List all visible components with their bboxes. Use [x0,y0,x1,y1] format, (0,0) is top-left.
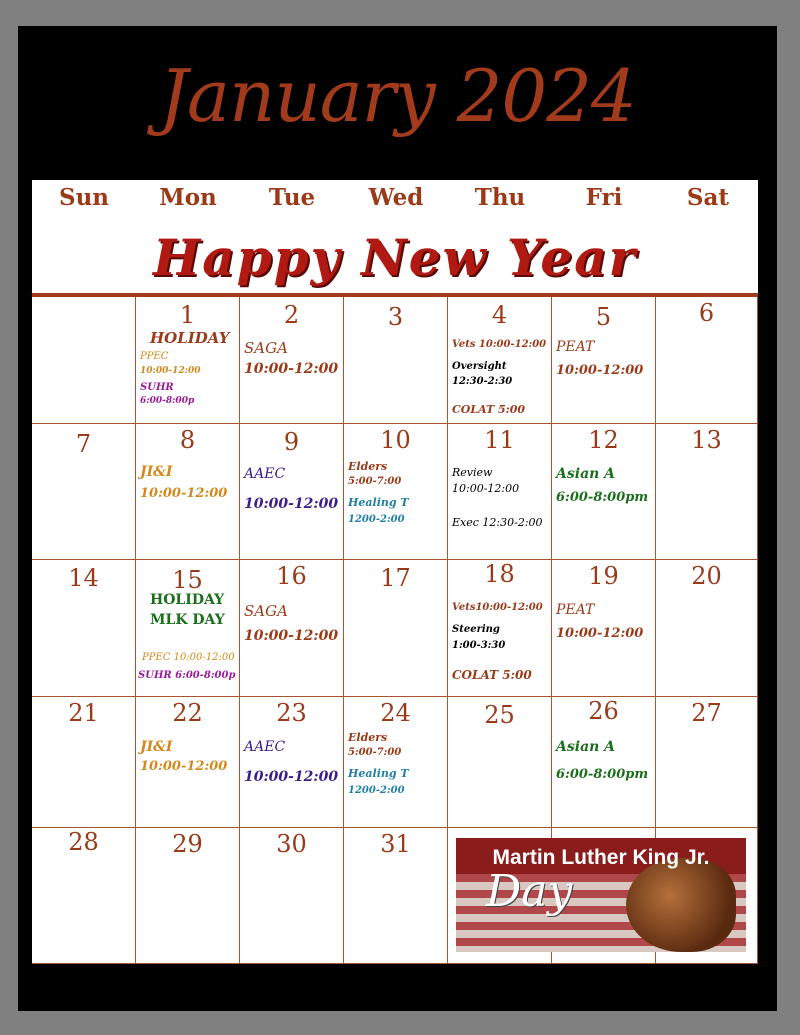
event-label: Oversight [452,361,507,372]
day-number: 5 [595,303,612,331]
event-time: 1200-2:00 [348,785,405,796]
event-time: 5:00-7:00 [348,747,402,758]
day-cell-29 [136,828,240,964]
day-number: 15 [172,566,203,594]
day-number: 1 [179,301,196,329]
event-label: Elders [348,731,388,744]
calendar-page [18,26,777,1011]
weekday-fri: Fri [585,184,623,211]
day-cell-31 [344,828,448,964]
day-number: 7 [75,430,92,458]
day-number: 6 [698,299,715,327]
day-cell-28 [32,828,136,964]
day-cell-1 [136,297,240,424]
event-time: 10:00-12:00 [244,361,339,377]
day-cell-26 [552,697,656,828]
event-label: COLAT 5:00 [452,668,532,682]
event-time: 10:00-12:00 [556,626,644,641]
event-time: 5:00-7:00 [348,476,402,487]
weekday-sat: Sat [686,184,730,211]
day-cell-11 [448,424,552,560]
day-number: 17 [380,564,411,592]
mlk-image-script: Day [486,866,573,917]
day-cell-8 [136,424,240,560]
event-label: Elders [348,460,388,473]
day-number: 11 [484,426,515,454]
event-time: 12:30-2:30 [452,376,513,387]
calendar-title: January 2024 [159,54,636,138]
day-cell-2 [240,297,344,424]
event-label: Vets10:00-12:00 [452,602,543,613]
event-time: 10:00-12:00 [556,363,644,378]
event-label: PPEC 10:00-12:00 [142,652,235,663]
day-cell-7 [32,424,136,560]
day-cell-13 [656,424,758,560]
day-cell-22 [136,697,240,828]
day-cell-25 [448,697,552,828]
weekday-mon: Mon [159,184,217,211]
day-number: 13 [691,426,722,454]
mlk-portrait [626,858,736,952]
day-number: 12 [588,426,619,454]
event-label: PEAT [556,339,595,355]
day-cell-14 [32,560,136,697]
happy-new-year-banner: Happy New Year [153,228,637,287]
day-number: 21 [68,699,99,727]
event-label: MLK DAY [150,612,225,628]
day-number: 8 [179,426,196,454]
day-number: 9 [283,428,300,456]
day-number: 29 [172,830,203,858]
day-number: 30 [276,830,307,858]
event-label: Vets 10:00-12:00 [452,339,547,350]
event-label: PPEC [140,351,169,362]
day-number: 28 [68,828,99,856]
day-cell-17 [344,560,448,697]
event-label: AAEC [244,466,286,482]
event-label: Healing T [348,496,409,509]
day-number: 22 [172,699,203,727]
event-label: SUHR 6:00-8:00p [138,670,236,681]
day-cell-16 [240,560,344,697]
event-label: Exec 12:30-2:00 [452,516,543,529]
weekday-wed: Wed [368,184,424,211]
day-cell-4 [448,297,552,424]
event-label: SAGA [244,602,288,620]
event-label: HOLIDAY [150,329,230,347]
day-cell-21 [32,697,136,828]
day-number: 4 [491,301,508,329]
event-label: Review [452,466,493,479]
event-label: Steering [452,624,500,635]
day-cell-6 [656,297,758,424]
event-label: PEAT [556,602,595,618]
event-time: 6:00-8:00p [140,396,195,406]
event-time: 1:00-3:30 [452,640,506,651]
day-number: 2 [283,301,300,329]
event-label: SUHR [140,382,174,393]
day-number: 24 [380,699,411,727]
event-time: 10:00-12:00 [140,366,201,376]
day-cell-15 [136,560,240,697]
event-time: 10:00-12:00 [140,486,228,501]
event-label: SAGA [244,339,288,357]
day-cell-24 [344,697,448,828]
day-cell-3 [344,297,448,424]
day-cell-12 [552,424,656,560]
calendar-header [32,180,758,296]
event-label: AAEC [244,739,286,755]
day-cell-10 [344,424,448,560]
mlk-image-title: Martin Luther King Jr. [492,846,710,869]
event-time: 10:00-12:00 [244,769,339,785]
day-number: 18 [484,560,515,588]
event-time: 10:00-12:00 [244,496,339,512]
mlk-day-image [456,838,746,952]
weekday-sun: Sun [58,184,110,211]
day-number: 14 [68,564,99,592]
calendar [32,180,758,964]
day-number: 25 [484,701,515,729]
event-label: Healing T [348,767,409,780]
event-label: Asian A [556,739,616,755]
day-number: 20 [691,562,722,590]
event-time: 6:00-8:00pm [556,767,649,782]
day-number: 10 [380,426,411,454]
event-label: JI&I [140,739,173,755]
day-number: 16 [276,562,307,590]
event-time: 10:00-12:00 [140,759,228,774]
event-label: COLAT 5:00 [452,403,526,416]
day-cell-18 [448,560,552,697]
calendar-grid [32,297,758,964]
day-number: 27 [691,699,722,727]
event-time: 10:00-12:00 [452,482,520,495]
day-number: 26 [588,697,619,725]
weekday-tue: Tue [268,184,316,211]
event-label: JI&I [140,464,173,480]
event-time: 6:00-8:00pm [556,490,649,505]
day-cell-19 [552,560,656,697]
event-label: Asian A [556,466,616,482]
day-cell-30 [240,828,344,964]
day-number: 3 [387,303,404,331]
day-cell-9 [240,424,344,560]
weekday-thu: Thu [474,184,526,211]
day-cell-5 [552,297,656,424]
day-number: 23 [276,699,307,727]
event-time: 10:00-12:00 [244,628,339,644]
event-label: HOLIDAY [150,592,225,608]
day-cell-empty [32,297,136,424]
day-cell-20 [656,560,758,697]
day-cell-23 [240,697,344,828]
day-cell-27 [656,697,758,828]
day-number: 19 [588,562,619,590]
event-time: 1200-2:00 [348,514,405,525]
day-number: 31 [380,830,411,858]
